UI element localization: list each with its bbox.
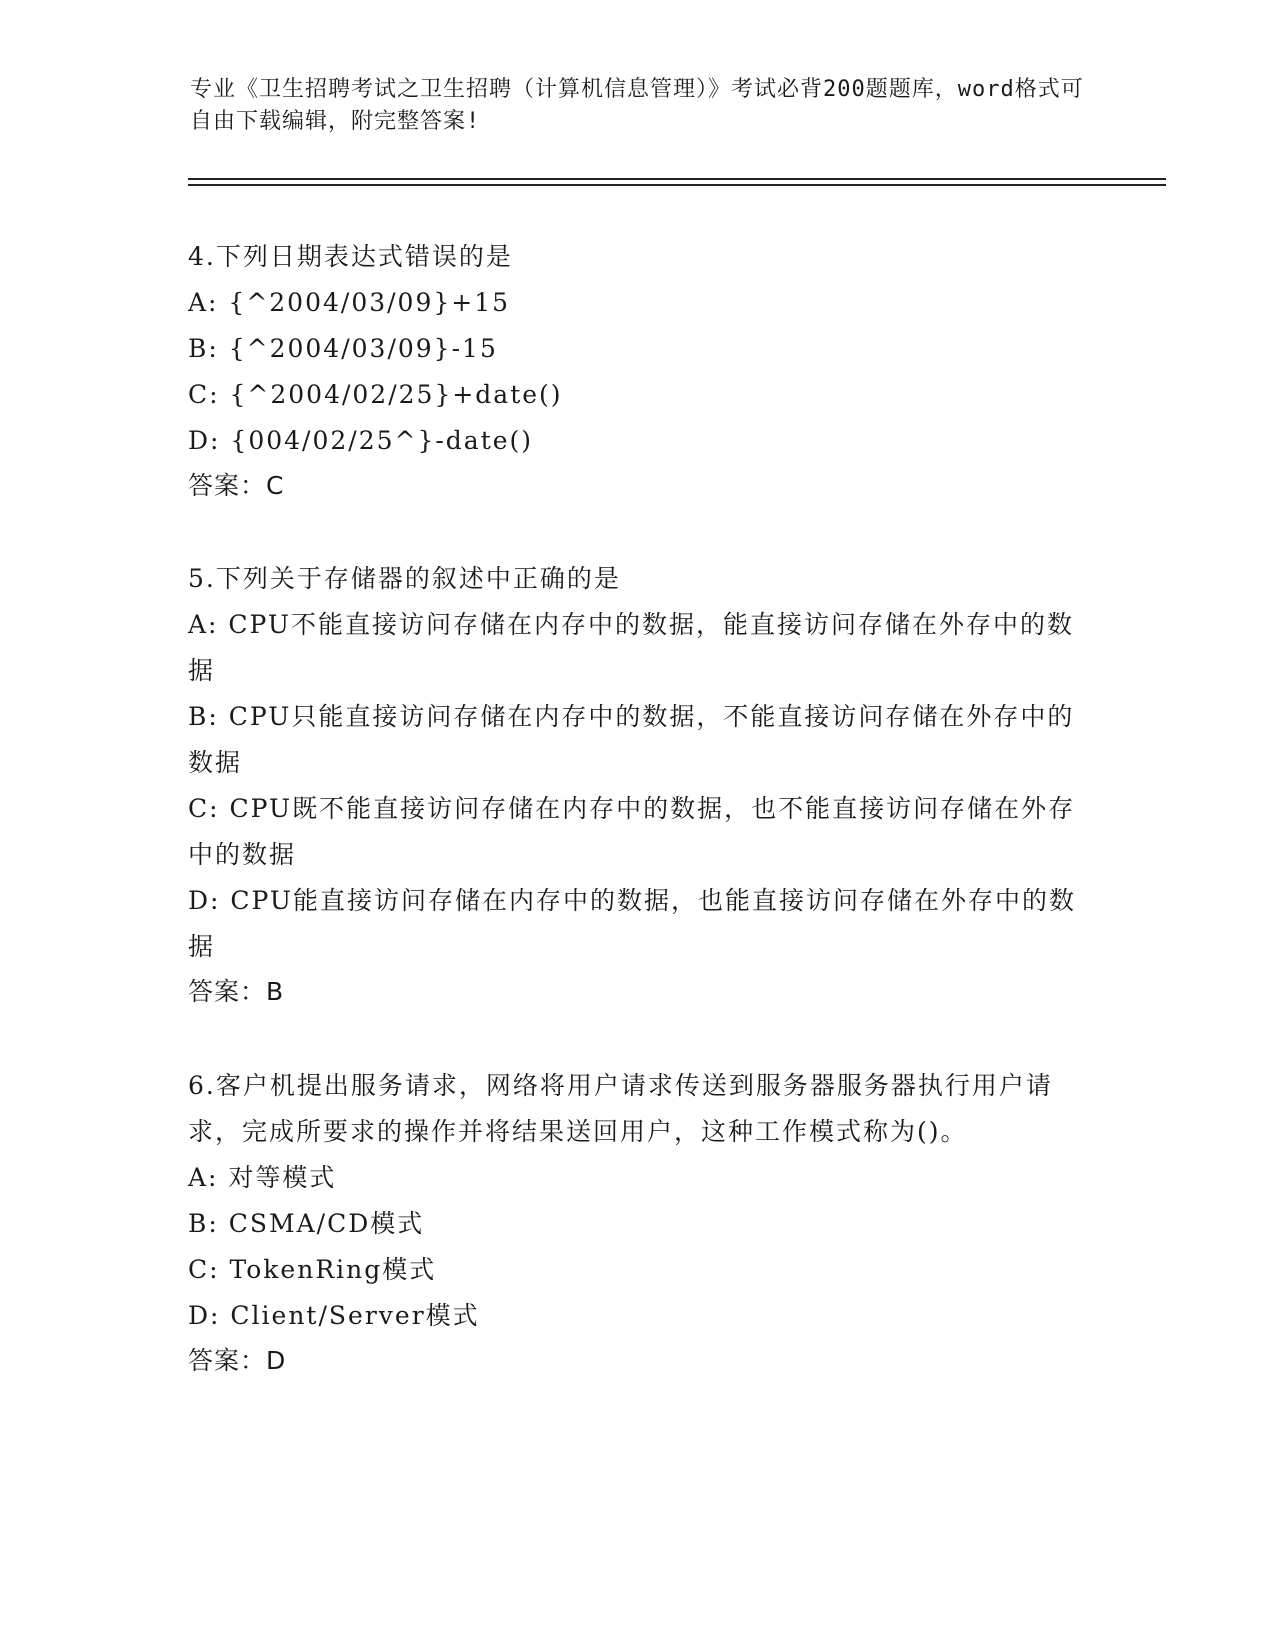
option-c: C: {^2004/02/25}+date() xyxy=(188,380,563,409)
option-a: A: {^2004/03/09}+15 xyxy=(188,288,511,317)
question-stem: 6.客户机提出服务请求，网络将用户请求传送到服务器服务器执行用户请求，完成所要求的操作并将结果送回用户，这种工作模式称为()。 xyxy=(188,1071,1053,1146)
option-c: C: CPU既不能直接访问存储在内存中的数据，也不能直接访问存储在外存中的数据 xyxy=(188,794,1076,869)
question-5 xyxy=(188,556,1088,1014)
answer-label: 答案：B xyxy=(188,977,285,1006)
option-d: D: CPU能直接访问存储在内存中的数据，也能直接访问存储在外存中的数据 xyxy=(188,886,1076,961)
answer-label: 答案：C xyxy=(188,471,285,500)
option-a: A: CPU不能直接访问存储在内存中的数据，能直接访问存储在外存中的数据 xyxy=(188,610,1075,685)
option-b: B: {^2004/03/09}-15 xyxy=(188,334,498,363)
option-b: B: CSMA/CD模式 xyxy=(188,1209,425,1238)
question-stem: 4.下列日期表达式错误的是 xyxy=(188,242,513,271)
answer-label: 答案：D xyxy=(188,1346,287,1375)
header-divider-bottom xyxy=(188,184,1166,186)
question-stem: 5.下列关于存储器的叙述中正确的是 xyxy=(188,564,621,593)
header-divider-top xyxy=(188,178,1166,180)
option-d: D: {004/02/25^}-date() xyxy=(188,426,534,455)
option-c: C: TokenRing模式 xyxy=(188,1255,437,1284)
option-d: D: Client/Server模式 xyxy=(188,1301,480,1330)
option-b: B: CPU只能直接访问存储在内存中的数据，不能直接访问存储在外存中的数据 xyxy=(188,702,1075,777)
document-header xyxy=(190,74,1090,138)
question-4 xyxy=(188,234,1088,508)
option-a: A: 对等模式 xyxy=(188,1163,337,1192)
header-title: 专业《卫生招聘考试之卫生招聘（计算机信息管理）》考试必背200题题库，word格式可自由下载编辑，附完整答案! xyxy=(190,77,1084,134)
question-6 xyxy=(188,1063,1088,1383)
